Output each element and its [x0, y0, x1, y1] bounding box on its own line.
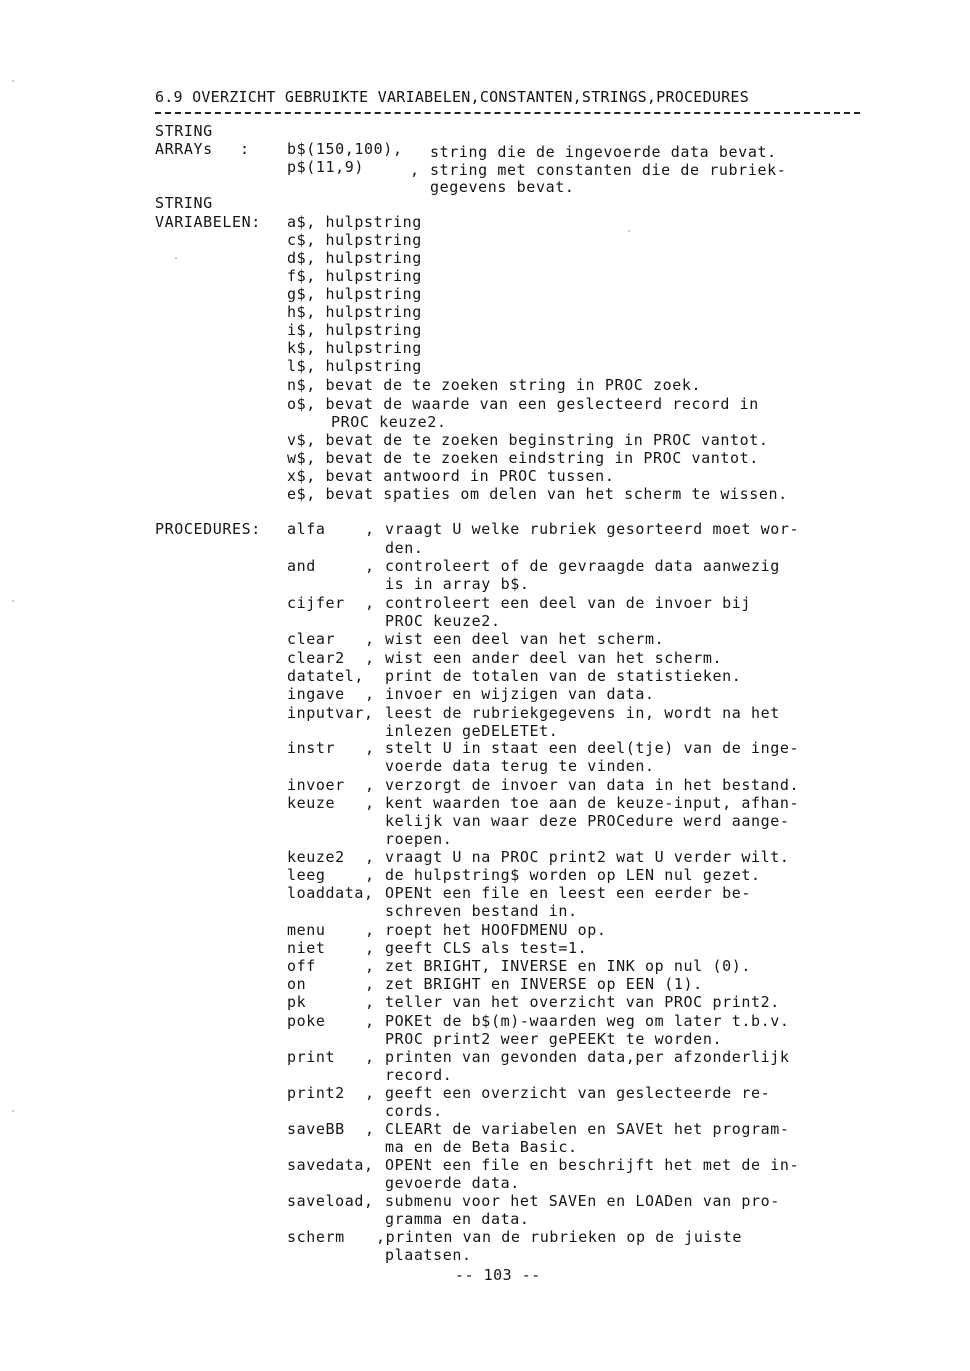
variable-line: i$, hulpstring: [287, 321, 422, 339]
procedure-description: wist een deel van het scherm.: [385, 630, 665, 648]
procedure-description: leest de rubriekgegevens in, wordt na het: [385, 704, 780, 722]
procedure-description: teller van het overzicht van PROC print2.: [385, 993, 780, 1011]
procedure-description: is in array b$.: [385, 575, 530, 593]
heading-underline: [155, 112, 860, 114]
procedure-name: datatel,: [287, 667, 365, 685]
procedure-description: POKEt de b$(m)-waarden weg om later t.b.v.: [385, 1012, 790, 1030]
page-number: -- 103 --: [455, 1266, 541, 1284]
procedure-name: pk: [287, 993, 307, 1011]
scan-speck: [628, 230, 630, 232]
procedure-description: kent waarden toe aan de keuze-input, afhan-: [385, 794, 800, 812]
procedure-description: stelt U in staat een deel(tje) van de inge-: [385, 739, 800, 757]
procedure-description: gevoerde data.: [385, 1174, 520, 1192]
procedure-separator: ,: [365, 957, 375, 975]
procedure-description: inlezen geDELETEt.: [385, 722, 559, 740]
procedure-name: clear2: [287, 649, 345, 667]
procedure-name: savedata,: [287, 1156, 374, 1174]
procedure-name: alfa: [287, 520, 326, 538]
scan-speck: [12, 600, 14, 602]
procedure-description: PROC print2 weer gePEEKt te worden.: [385, 1030, 723, 1048]
procedure-name: keuze: [287, 794, 336, 812]
procedure-name: print2: [287, 1084, 345, 1102]
procedure-separator: ,: [365, 1012, 375, 1030]
procedures-label: PROCEDURES:: [155, 520, 261, 538]
procedure-separator: ,: [365, 630, 375, 648]
procedure-separator: ,: [365, 649, 375, 667]
procedure-description: OPENt een file en leest een eerder be-: [385, 884, 751, 902]
b-array-description: string die de ingevoerde data bevat.: [430, 143, 777, 161]
variable-line: o$, bevat de waarde van een geslecteerd record in: [287, 395, 759, 413]
procedure-description: OPENt een file en beschrijft het met de in-: [385, 1156, 800, 1174]
variable-line: d$, hulpstring: [287, 249, 422, 267]
scan-speck: [175, 257, 177, 259]
procedure-separator: ,: [365, 520, 375, 538]
procedure-separator: ,: [365, 685, 375, 703]
procedure-name: menu: [287, 921, 326, 939]
p-array-separator: ,: [410, 161, 420, 179]
variable-line: c$, hulpstring: [287, 231, 422, 249]
procedure-separator: ,: [365, 594, 375, 612]
procedure-separator: ,: [365, 921, 375, 939]
variable-line: l$, hulpstring: [287, 357, 422, 375]
procedure-separator: ,: [365, 848, 375, 866]
procedure-name: invoer: [287, 776, 345, 794]
section-heading: 6.9 OVERZICHT GEBRUIKTE VARIABELEN,CONSTANTEN,STRINGS,PROCEDURES: [155, 88, 749, 106]
procedure-name: instr: [287, 739, 336, 757]
procedure-description: den.: [385, 539, 424, 557]
procedure-separator: ,: [365, 975, 375, 993]
variable-line: x$, bevat antwoord in PROC tussen.: [287, 467, 615, 485]
variable-line: PROC keuze2.: [331, 413, 447, 431]
procedure-name: loaddata,: [287, 884, 374, 902]
procedure-separator: ,: [365, 866, 375, 884]
procedure-description: plaatsen.: [385, 1246, 472, 1264]
procedure-description: roept het HOOFDMENU op.: [385, 921, 607, 939]
procedure-separator: ,: [365, 939, 375, 957]
variable-line: a$, hulpstring: [287, 213, 422, 231]
variable-line: k$, hulpstring: [287, 339, 422, 357]
procedure-name: ingave: [287, 685, 345, 703]
procedure-description: schreven bestand in.: [385, 902, 578, 920]
procedure-name: cijfer: [287, 594, 345, 612]
p-array-description-line2: gegevens bevat.: [430, 178, 575, 196]
procedure-description: record.: [385, 1066, 453, 1084]
procedure-description: gramma en data.: [385, 1210, 530, 1228]
string-arrays-colon: :: [240, 140, 250, 158]
procedure-name: saveload,: [287, 1192, 374, 1210]
procedure-name: inputvar,: [287, 704, 374, 722]
procedure-name: keuze2: [287, 848, 345, 866]
variable-line: e$, bevat spaties om delen van het scherm te wissen.: [287, 485, 788, 503]
procedure-description: roepen.: [385, 830, 453, 848]
procedure-separator: ,: [365, 1048, 375, 1066]
procedure-description: verzorgt de invoer van data in het bestand.: [385, 776, 800, 794]
procedure-description: geeft een overzicht van geslecteerde re-: [385, 1084, 771, 1102]
procedure-description: voerde data terug te vinden.: [385, 757, 655, 775]
procedure-name: clear: [287, 630, 336, 648]
procedure-description: controleert of de gevraagde data aanwezig: [385, 557, 780, 575]
procedure-separator: ,: [365, 557, 375, 575]
p-array-description-line1: string met constanten die de rubriek-: [430, 161, 787, 179]
scan-speck: [12, 80, 14, 82]
procedure-name: niet: [287, 939, 326, 957]
procedure-separator: ,: [365, 739, 375, 757]
procedure-description: ,printen van de rubrieken op de juiste: [376, 1228, 742, 1246]
procedure-name: on: [287, 975, 307, 993]
procedure-separator: ,: [365, 776, 375, 794]
procedure-description: ma en de Beta Basic.: [385, 1138, 578, 1156]
string-variabelen-label-line1: STRING: [155, 194, 213, 212]
variable-line: n$, bevat de te zoeken string in PROC zoek.: [287, 376, 702, 394]
procedure-separator: ,: [365, 1084, 375, 1102]
variable-line: w$, bevat de te zoeken eindstring in PROC vantot.: [287, 449, 759, 467]
string-arrays-label-line1: STRING: [155, 122, 213, 140]
procedure-name: leeg: [287, 866, 326, 884]
procedure-description: invoer en wijzigen van data.: [385, 685, 655, 703]
procedure-separator: ,: [365, 993, 375, 1011]
procedure-description: print de totalen van de statistieken.: [385, 667, 742, 685]
procedure-name: and: [287, 557, 316, 575]
procedure-separator: ,: [365, 1120, 375, 1138]
procedure-name: poke: [287, 1012, 326, 1030]
procedure-description: kelijk van waar deze PROCedure werd aange-: [385, 812, 790, 830]
variable-line: h$, hulpstring: [287, 303, 422, 321]
procedure-description: vraagt U welke rubriek gesorteerd moet wor-: [385, 520, 800, 538]
procedure-description: vraagt U na PROC print2 wat U verder wilt.: [385, 848, 790, 866]
procedure-name: saveBB: [287, 1120, 345, 1138]
procedure-description: PROC keuze2.: [385, 612, 501, 630]
procedure-name: scherm: [287, 1228, 345, 1246]
procedure-name: off: [287, 957, 316, 975]
procedure-description: zet BRIGHT, INVERSE en INK op nul (0).: [385, 957, 751, 975]
procedure-description: printen van gevonden data,per afzonderlijk: [385, 1048, 790, 1066]
procedure-description: submenu voor het SAVEn en LOADen van pro-: [385, 1192, 780, 1210]
string-arrays-label-line2: ARRAYs: [155, 140, 213, 158]
procedure-description: wist een ander deel van het scherm.: [385, 649, 723, 667]
procedure-description: geeft CLS als test=1.: [385, 939, 588, 957]
variable-line: f$, hulpstring: [287, 267, 422, 285]
procedure-description: controleert een deel van de invoer bij: [385, 594, 751, 612]
procedure-description: cords.: [385, 1102, 443, 1120]
variable-line: g$, hulpstring: [287, 285, 422, 303]
procedure-description: de hulpstring$ worden op LEN nul gezet.: [385, 866, 761, 884]
procedure-description: CLEARt de variabelen en SAVEt het program-: [385, 1120, 790, 1138]
procedure-separator: ,: [365, 794, 375, 812]
string-variabelen-label-line2: VARIABELEN:: [155, 213, 261, 231]
variable-line: v$, bevat de te zoeken beginstring in PROC vantot.: [287, 431, 769, 449]
procedure-description: zet BRIGHT en INVERSE op EEN (1).: [385, 975, 703, 993]
b-array-name: b$(150,100),: [287, 140, 403, 158]
procedure-name: print: [287, 1048, 336, 1066]
p-array-name: p$(11,9): [287, 158, 365, 176]
scan-speck: [12, 1110, 14, 1112]
